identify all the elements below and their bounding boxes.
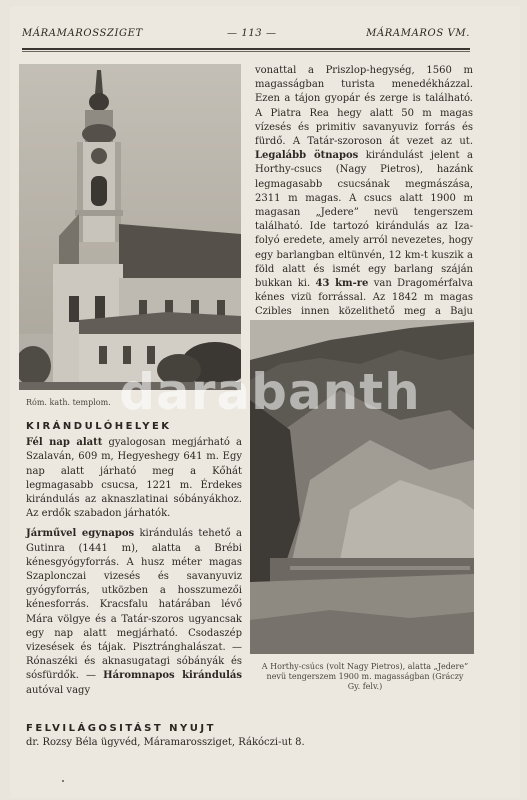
header-right: MÁRAMAROS VM. bbox=[366, 28, 470, 39]
left-paragraph-1 bbox=[26, 436, 242, 521]
left-text-1: gyalogosan megjárható a Szalaván, 609 m, Hegyeshegy 641 m. Egy nap alatt járható meg a Kőhát legmagasabb csucsa, 1221 m. Érdekes kirándulás az aknaszlatinai sóbányákhoz. Az erdők szabadon járhatók. bbox=[26, 437, 242, 520]
mountain-caption: A Horthy-csúcs (volt Nagy Pietros), alatta „Jedere” nevü tengerszem 1900 m. magasságban (Gráczy Gy. felv.) bbox=[261, 662, 469, 691]
church-photo bbox=[19, 64, 241, 390]
left-text-3: autóval vagy bbox=[26, 684, 91, 696]
left-text-2: kirándulás tehető a Gutinra (1441 m), alatta a Brébi kénesgyógyforrás. A husz méter magas Szaplonczai vizesés és savanyuviz gyógyforrás, utközben a hosszumezői kénesforrás. Kracsfalu határában lévő Mára völgye és a Tatár-szoros ugyancsak egy nap alatt megjárható. Csodaszép vizesések és tájak. Pisztránghalászat. — Rónaszéki és aknasugatagi sóbányák és sósfürdők. — bbox=[26, 528, 242, 682]
running-header bbox=[22, 28, 470, 42]
church-illustration bbox=[19, 64, 241, 390]
right-bold-2: 43 km-re bbox=[315, 278, 369, 290]
church-caption: Róm. kath. templom. bbox=[26, 398, 111, 407]
right-text-3: van Dragomérfalva kénes vizü forrással. Az 1842 m magas Czibles innen közelithető meg a Baju bbox=[255, 278, 473, 318]
print-speck bbox=[62, 780, 64, 782]
right-paragraph bbox=[255, 64, 473, 334]
right-column-text bbox=[255, 64, 473, 334]
watermark: darabanth bbox=[119, 363, 421, 421]
right-text-1: vonattal a Priszlop-hegység, 1560 m magasságban turista menedékházzal. Ezen a tájon gyopár és zerge is található. A Piatra Rea hegy alatt 50 m magas vízesés és primitiv savanyuviz forrás és fürdő. A Tatár-szoroson át vezet az ut. bbox=[255, 65, 473, 148]
right-text-2: kirándulást jelent a Horthy-csucs (Nagy Pietros), hazánk legmagasabb csucsának megmászása, 2311 m magas. A csucs alatt 1900 m magasan „Jedere” nevü tengerszem található. Ide tartozó kirándulás az Iza-folyó eredete, amely arról nevezetes, hogy egy barlangban eltünvén, 12 km-t kuszik a föld alatt és ismét egy barlang száján bukkan ki. bbox=[255, 150, 473, 290]
left-bold-1: Fél nap alatt bbox=[26, 437, 103, 449]
header-rule-thin bbox=[22, 51, 470, 52]
section-heading: KIRÁNDULÓHELYEK bbox=[26, 421, 172, 432]
header-rule bbox=[22, 48, 470, 50]
left-bold-2: Járművel egynapos bbox=[26, 528, 135, 540]
left-bold-3: Háromnapos kirándulás bbox=[103, 670, 243, 682]
footer-title: FELVILÁGOSITÁST NYUJT bbox=[26, 723, 216, 734]
footer bbox=[26, 722, 476, 750]
right-bold-1: Legalább ötnapos bbox=[255, 150, 359, 162]
footer-text: dr. Rozsy Béla ügyvéd, Máramarossziget, Rákóczi-ut 8. bbox=[26, 737, 305, 748]
header-left: MÁRAMAROSSZIGET bbox=[22, 28, 143, 39]
page-number: — 113 — bbox=[227, 28, 277, 39]
left-column-text bbox=[26, 420, 242, 698]
left-paragraph-2 bbox=[26, 527, 242, 697]
